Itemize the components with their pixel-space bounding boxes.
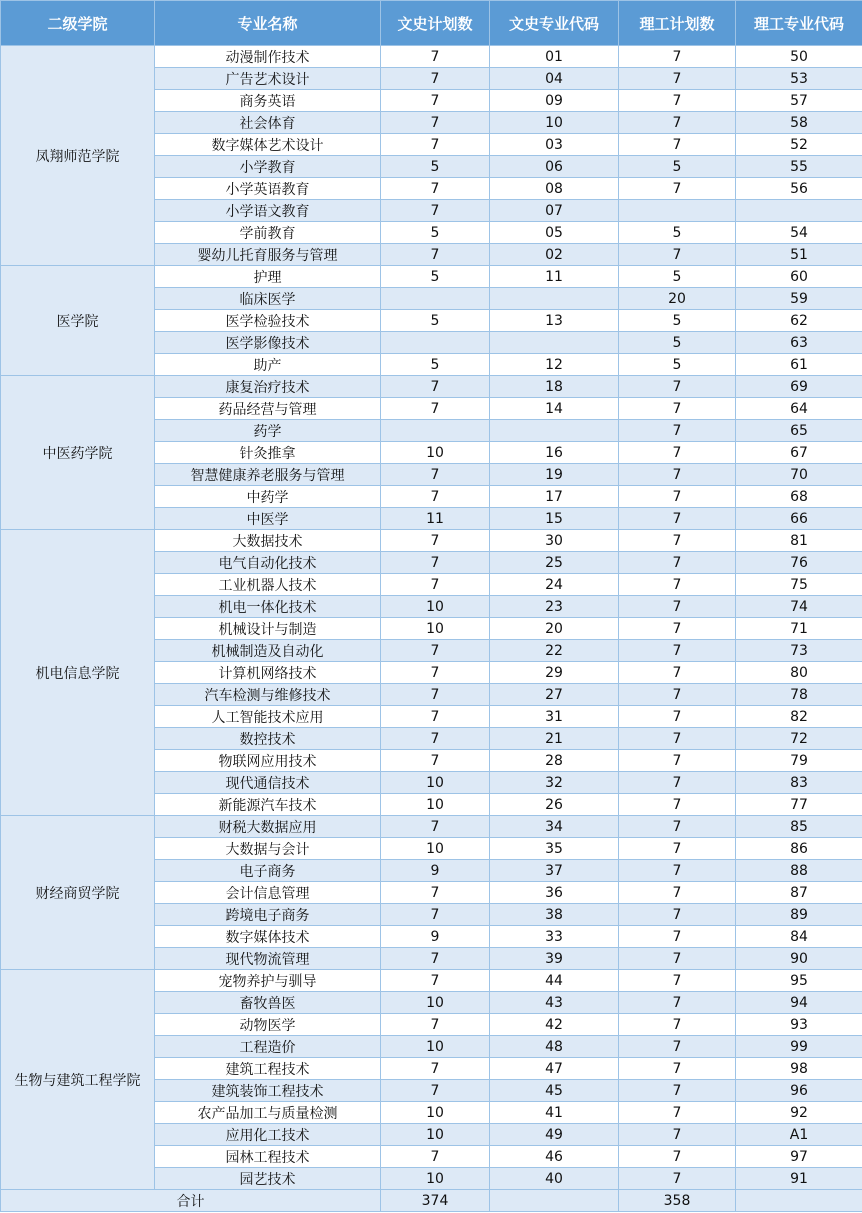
ligong-plan: 7: [619, 112, 736, 134]
total-wenshi-code-empty: [490, 1190, 619, 1212]
ligong-code: 72: [736, 728, 862, 750]
wenshi-plan: 7: [381, 46, 490, 68]
college-name: 中医药学院: [1, 376, 155, 530]
ligong-code: 96: [736, 1080, 862, 1102]
ligong-code: 67: [736, 442, 862, 464]
wenshi-plan: 7: [381, 244, 490, 266]
ligong-plan: 7: [619, 794, 736, 816]
ligong-plan: 7: [619, 134, 736, 156]
header-wenshi-plan: 文史计划数: [381, 1, 490, 46]
wenshi-plan: 10: [381, 596, 490, 618]
ligong-code: 57: [736, 90, 862, 112]
ligong-plan: 7: [619, 618, 736, 640]
wenshi-code: 45: [490, 1080, 619, 1102]
major-name: 人工智能技术应用: [155, 706, 381, 728]
ligong-code: 73: [736, 640, 862, 662]
ligong-plan: 7: [619, 970, 736, 992]
wenshi-plan: 7: [381, 574, 490, 596]
wenshi-plan: 5: [381, 354, 490, 376]
wenshi-code: [490, 332, 619, 354]
wenshi-code: [490, 288, 619, 310]
wenshi-plan: 7: [381, 486, 490, 508]
ligong-plan: 7: [619, 420, 736, 442]
wenshi-plan: 10: [381, 1102, 490, 1124]
ligong-code: 59: [736, 288, 862, 310]
ligong-plan: 7: [619, 508, 736, 530]
ligong-code: 56: [736, 178, 862, 200]
ligong-code: 88: [736, 860, 862, 882]
ligong-plan: 7: [619, 1168, 736, 1190]
table-row: [1, 266, 862, 288]
wenshi-code: 44: [490, 970, 619, 992]
major-name: 学前教育: [155, 222, 381, 244]
ligong-plan: 5: [619, 222, 736, 244]
table-footer: [1, 1190, 862, 1212]
wenshi-plan: 7: [381, 1146, 490, 1168]
major-name: 计算机网络技术: [155, 662, 381, 684]
ligong-plan: 7: [619, 948, 736, 970]
wenshi-plan: 11: [381, 508, 490, 530]
wenshi-plan: 5: [381, 222, 490, 244]
wenshi-code: 21: [490, 728, 619, 750]
wenshi-code: 22: [490, 640, 619, 662]
ligong-plan: 7: [619, 992, 736, 1014]
wenshi-plan: 5: [381, 266, 490, 288]
ligong-code: 91: [736, 1168, 862, 1190]
ligong-code: 97: [736, 1146, 862, 1168]
ligong-code: 69: [736, 376, 862, 398]
wenshi-plan: 10: [381, 1036, 490, 1058]
wenshi-code: 34: [490, 816, 619, 838]
ligong-plan: 20: [619, 288, 736, 310]
ligong-code: 94: [736, 992, 862, 1014]
ligong-code: 82: [736, 706, 862, 728]
ligong-plan: 7: [619, 486, 736, 508]
major-name: 建筑装饰工程技术: [155, 1080, 381, 1102]
ligong-plan: 7: [619, 1146, 736, 1168]
college-name: 财经商贸学院: [1, 816, 155, 970]
major-name: 护理: [155, 266, 381, 288]
ligong-plan: 7: [619, 46, 736, 68]
wenshi-code: 46: [490, 1146, 619, 1168]
total-wenshi: 374: [381, 1190, 490, 1212]
wenshi-code: 27: [490, 684, 619, 706]
college-name: 机电信息学院: [1, 530, 155, 816]
wenshi-code: 18: [490, 376, 619, 398]
wenshi-code: 28: [490, 750, 619, 772]
ligong-plan: 7: [619, 1036, 736, 1058]
wenshi-plan: 7: [381, 200, 490, 222]
wenshi-code: 07: [490, 200, 619, 222]
table-row: [1, 816, 862, 838]
ligong-plan: 7: [619, 1080, 736, 1102]
ligong-code: 55: [736, 156, 862, 178]
major-name: 畜牧兽医: [155, 992, 381, 1014]
wenshi-code: 38: [490, 904, 619, 926]
wenshi-code: 11: [490, 266, 619, 288]
ligong-plan: 7: [619, 882, 736, 904]
major-name: 助产: [155, 354, 381, 376]
wenshi-plan: 7: [381, 1014, 490, 1036]
major-name: 电气自动化技术: [155, 552, 381, 574]
wenshi-plan: 10: [381, 794, 490, 816]
wenshi-plan: 7: [381, 662, 490, 684]
ligong-code: 83: [736, 772, 862, 794]
ligong-code: 68: [736, 486, 862, 508]
ligong-plan: 7: [619, 398, 736, 420]
ligong-code: 52: [736, 134, 862, 156]
wenshi-plan: 10: [381, 618, 490, 640]
wenshi-code: 20: [490, 618, 619, 640]
wenshi-code: 05: [490, 222, 619, 244]
ligong-plan: 5: [619, 266, 736, 288]
major-name: 智慧健康养老服务与管理: [155, 464, 381, 486]
ligong-code: 74: [736, 596, 862, 618]
major-name: 药学: [155, 420, 381, 442]
major-name: 现代通信技术: [155, 772, 381, 794]
wenshi-plan: 9: [381, 860, 490, 882]
ligong-plan: 7: [619, 244, 736, 266]
ligong-code: 87: [736, 882, 862, 904]
major-name: 商务英语: [155, 90, 381, 112]
major-name: 园林工程技术: [155, 1146, 381, 1168]
wenshi-code: 35: [490, 838, 619, 860]
ligong-plan: 7: [619, 1124, 736, 1146]
ligong-code: 81: [736, 530, 862, 552]
wenshi-code: [490, 420, 619, 442]
major-name: 社会体育: [155, 112, 381, 134]
ligong-plan: 7: [619, 662, 736, 684]
wenshi-code: 36: [490, 882, 619, 904]
wenshi-plan: 7: [381, 1080, 490, 1102]
wenshi-code: 31: [490, 706, 619, 728]
table-row: [1, 530, 862, 552]
wenshi-plan: 7: [381, 816, 490, 838]
ligong-plan: 7: [619, 596, 736, 618]
ligong-code: 98: [736, 1058, 862, 1080]
ligong-plan: 7: [619, 816, 736, 838]
wenshi-plan: 7: [381, 1058, 490, 1080]
wenshi-plan: 7: [381, 376, 490, 398]
college-name: 生物与建筑工程学院: [1, 970, 155, 1190]
major-name: 动物医学: [155, 1014, 381, 1036]
ligong-code: 63: [736, 332, 862, 354]
ligong-plan: 7: [619, 376, 736, 398]
ligong-plan: 5: [619, 354, 736, 376]
ligong-code: 99: [736, 1036, 862, 1058]
ligong-plan: 7: [619, 90, 736, 112]
major-name: 中医学: [155, 508, 381, 530]
wenshi-code: 06: [490, 156, 619, 178]
ligong-code: 54: [736, 222, 862, 244]
major-name: 数控技术: [155, 728, 381, 750]
wenshi-code: 01: [490, 46, 619, 68]
wenshi-code: 40: [490, 1168, 619, 1190]
wenshi-plan: 7: [381, 398, 490, 420]
ligong-plan: 7: [619, 728, 736, 750]
ligong-plan: 7: [619, 442, 736, 464]
wenshi-code: 13: [490, 310, 619, 332]
major-name: 工业机器人技术: [155, 574, 381, 596]
ligong-code: 65: [736, 420, 862, 442]
wenshi-plan: 10: [381, 442, 490, 464]
ligong-plan: 7: [619, 1102, 736, 1124]
major-name: 汽车检测与维修技术: [155, 684, 381, 706]
wenshi-code: 41: [490, 1102, 619, 1124]
wenshi-plan: 7: [381, 90, 490, 112]
ligong-code: 62: [736, 310, 862, 332]
wenshi-code: 16: [490, 442, 619, 464]
major-name: 现代物流管理: [155, 948, 381, 970]
wenshi-plan: 7: [381, 882, 490, 904]
ligong-plan: 7: [619, 464, 736, 486]
wenshi-code: 04: [490, 68, 619, 90]
major-name: 大数据与会计: [155, 838, 381, 860]
major-name: 医学影像技术: [155, 332, 381, 354]
table-body: [1, 46, 862, 1190]
wenshi-code: 12: [490, 354, 619, 376]
major-name: 康复治疗技术: [155, 376, 381, 398]
major-name: 机电一体化技术: [155, 596, 381, 618]
ligong-code: 79: [736, 750, 862, 772]
header-ligong-plan: 理工计划数: [619, 1, 736, 46]
wenshi-plan: 7: [381, 904, 490, 926]
header-wenshi-code: 文史专业代码: [490, 1, 619, 46]
wenshi-plan: 9: [381, 926, 490, 948]
ligong-plan: 7: [619, 640, 736, 662]
wenshi-plan: 10: [381, 772, 490, 794]
ligong-plan: 7: [619, 178, 736, 200]
major-name: 财税大数据应用: [155, 816, 381, 838]
ligong-code: 77: [736, 794, 862, 816]
wenshi-plan: 7: [381, 178, 490, 200]
wenshi-plan: 7: [381, 552, 490, 574]
wenshi-plan: 7: [381, 68, 490, 90]
ligong-code: 80: [736, 662, 862, 684]
ligong-plan: 7: [619, 926, 736, 948]
wenshi-plan: 7: [381, 640, 490, 662]
ligong-code: 58: [736, 112, 862, 134]
major-name: 应用化工技术: [155, 1124, 381, 1146]
wenshi-code: 03: [490, 134, 619, 156]
wenshi-code: 42: [490, 1014, 619, 1036]
ligong-plan: [619, 200, 736, 222]
major-name: 园艺技术: [155, 1168, 381, 1190]
major-name: 建筑工程技术: [155, 1058, 381, 1080]
ligong-code: 51: [736, 244, 862, 266]
major-name: 数字媒体艺术设计: [155, 134, 381, 156]
ligong-plan: 7: [619, 838, 736, 860]
ligong-plan: 7: [619, 706, 736, 728]
wenshi-code: 48: [490, 1036, 619, 1058]
table-row: [1, 970, 862, 992]
major-name: 医学检验技术: [155, 310, 381, 332]
header-ligong-code: 理工专业代码: [736, 1, 862, 46]
wenshi-code: 33: [490, 926, 619, 948]
ligong-plan: 7: [619, 574, 736, 596]
ligong-code: 93: [736, 1014, 862, 1036]
wenshi-plan: [381, 332, 490, 354]
major-name: 小学语文教育: [155, 200, 381, 222]
ligong-code: 53: [736, 68, 862, 90]
wenshi-plan: 10: [381, 1168, 490, 1190]
major-name: 机械制造及自动化: [155, 640, 381, 662]
ligong-plan: 7: [619, 860, 736, 882]
ligong-code: 92: [736, 1102, 862, 1124]
wenshi-code: 15: [490, 508, 619, 530]
ligong-plan: 7: [619, 1014, 736, 1036]
ligong-code: 86: [736, 838, 862, 860]
ligong-plan: 7: [619, 772, 736, 794]
wenshi-code: 49: [490, 1124, 619, 1146]
ligong-plan: 5: [619, 332, 736, 354]
wenshi-plan: 7: [381, 112, 490, 134]
ligong-code: 50: [736, 46, 862, 68]
wenshi-plan: 10: [381, 992, 490, 1014]
wenshi-code: 24: [490, 574, 619, 596]
ligong-code: 66: [736, 508, 862, 530]
major-name: 农产品加工与质量检测: [155, 1102, 381, 1124]
table-row: [1, 376, 862, 398]
total-ligong-code-empty: [736, 1190, 862, 1212]
ligong-plan: 5: [619, 156, 736, 178]
wenshi-plan: 7: [381, 948, 490, 970]
ligong-code: [736, 200, 862, 222]
major-name: 动漫制作技术: [155, 46, 381, 68]
major-name: 小学教育: [155, 156, 381, 178]
wenshi-plan: 7: [381, 530, 490, 552]
wenshi-code: 47: [490, 1058, 619, 1080]
ligong-code: 60: [736, 266, 862, 288]
wenshi-plan: 5: [381, 156, 490, 178]
major-name: 数字媒体技术: [155, 926, 381, 948]
wenshi-code: 14: [490, 398, 619, 420]
major-name: 工程造价: [155, 1036, 381, 1058]
wenshi-code: 08: [490, 178, 619, 200]
ligong-code: 85: [736, 816, 862, 838]
major-name: 中药学: [155, 486, 381, 508]
ligong-plan: 7: [619, 1058, 736, 1080]
wenshi-plan: 7: [381, 750, 490, 772]
wenshi-plan: 7: [381, 464, 490, 486]
ligong-plan: 7: [619, 68, 736, 90]
ligong-plan: 7: [619, 530, 736, 552]
wenshi-plan: [381, 420, 490, 442]
ligong-code: 70: [736, 464, 862, 486]
ligong-code: 89: [736, 904, 862, 926]
ligong-code: 71: [736, 618, 862, 640]
table-header: [1, 1, 862, 46]
wenshi-code: 02: [490, 244, 619, 266]
ligong-plan: 5: [619, 310, 736, 332]
ligong-code: 95: [736, 970, 862, 992]
major-name: 婴幼儿托育服务与管理: [155, 244, 381, 266]
wenshi-plan: 7: [381, 970, 490, 992]
wenshi-plan: 7: [381, 684, 490, 706]
ligong-plan: 7: [619, 684, 736, 706]
major-name: 会计信息管理: [155, 882, 381, 904]
header-college: 二级学院: [1, 1, 155, 46]
ligong-code: A1: [736, 1124, 862, 1146]
wenshi-plan: 10: [381, 838, 490, 860]
total-ligong: 358: [619, 1190, 736, 1212]
header-row: [1, 1, 862, 46]
wenshi-code: 19: [490, 464, 619, 486]
major-name: 跨境电子商务: [155, 904, 381, 926]
ligong-plan: 7: [619, 904, 736, 926]
major-name: 机械设计与制造: [155, 618, 381, 640]
major-name: 新能源汽车技术: [155, 794, 381, 816]
wenshi-plan: 5: [381, 310, 490, 332]
major-name: 大数据技术: [155, 530, 381, 552]
wenshi-code: 30: [490, 530, 619, 552]
wenshi-code: 26: [490, 794, 619, 816]
wenshi-code: 10: [490, 112, 619, 134]
wenshi-code: 09: [490, 90, 619, 112]
major-name: 药品经营与管理: [155, 398, 381, 420]
ligong-code: 84: [736, 926, 862, 948]
wenshi-code: 17: [490, 486, 619, 508]
total-label: 合计: [1, 1190, 381, 1212]
ligong-plan: 7: [619, 750, 736, 772]
wenshi-code: 25: [490, 552, 619, 574]
ligong-code: 75: [736, 574, 862, 596]
ligong-plan: 7: [619, 552, 736, 574]
wenshi-code: 39: [490, 948, 619, 970]
major-name: 物联网应用技术: [155, 750, 381, 772]
wenshi-code: 43: [490, 992, 619, 1014]
wenshi-code: 23: [490, 596, 619, 618]
wenshi-code: 37: [490, 860, 619, 882]
wenshi-plan: 10: [381, 1124, 490, 1146]
wenshi-plan: 7: [381, 728, 490, 750]
header-major-name: 专业名称: [155, 1, 381, 46]
wenshi-plan: 7: [381, 706, 490, 728]
major-name: 临床医学: [155, 288, 381, 310]
major-name: 针灸推拿: [155, 442, 381, 464]
wenshi-plan: [381, 288, 490, 310]
ligong-code: 78: [736, 684, 862, 706]
ligong-code: 90: [736, 948, 862, 970]
wenshi-plan: 7: [381, 134, 490, 156]
total-row: [1, 1190, 862, 1212]
college-name: 凤翔师范学院: [1, 46, 155, 266]
major-name: 宠物养护与驯导: [155, 970, 381, 992]
wenshi-code: 29: [490, 662, 619, 684]
major-name: 广告艺术设计: [155, 68, 381, 90]
wenshi-code: 32: [490, 772, 619, 794]
college-name: 医学院: [1, 266, 155, 376]
ligong-code: 61: [736, 354, 862, 376]
major-name: 小学英语教育: [155, 178, 381, 200]
ligong-code: 76: [736, 552, 862, 574]
table-row: [1, 46, 862, 68]
major-name: 电子商务: [155, 860, 381, 882]
ligong-code: 64: [736, 398, 862, 420]
